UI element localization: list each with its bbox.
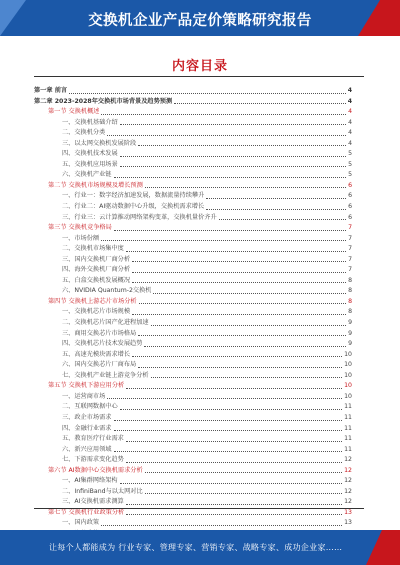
toc-entry-title: 二、互联网数据中心 [62,403,118,411]
toc-entry-title: 三、商用交换芯片市场格局 [62,329,137,337]
toc-entry-title: 一、AI集群网络架构 [62,477,118,485]
toc-entry[interactable] [34,476,352,487]
toc-entry-title: 二、交换机分类 [62,129,106,137]
toc-entry-title: 一、交换机基础介绍 [62,118,118,126]
toc-entry-page: 11 [344,403,352,411]
toc-entry-title: 一、交换机芯片市场规模 [62,308,131,316]
toc-dot-leader [174,103,346,104]
toc-entry[interactable] [34,487,352,498]
toc-entry[interactable] [34,276,352,287]
toc-entry-page: 7 [348,245,352,253]
toc-entry-title: 二、行业二：AI驱动数据中心升级，交换机需求增长 [62,203,205,211]
toc-entry[interactable] [34,160,352,171]
toc-dot-leader [126,388,342,389]
toc-entry[interactable] [34,202,352,213]
toc-heading: 内容目录 [171,59,228,74]
toc-entry-title: 一、行业一：数字经济加速发展，数据流量持续攀升 [62,192,205,200]
toc-entry-page: 5 [348,150,352,158]
toc-dot-leader [151,325,346,326]
toc-entry-page: 8 [348,287,352,295]
toc-entry-title: 一、运营商市场 [62,392,106,400]
toc-dot-leader [120,166,346,167]
toc-entry[interactable] [34,97,352,108]
toc-entry-page: 13 [344,508,352,516]
toc-entry-page: 8 [348,276,352,284]
toc-entry-page: 4 [347,87,352,94]
toc-dot-leader [145,187,346,188]
toc-entry-title: 六、交换机产业链 [62,171,112,179]
toc-dot-leader [145,472,342,473]
toc-entry-page: 10 [344,382,352,390]
toc-entry-title: 二、InfiniBand与以太网对比 [62,487,143,495]
toc-entry[interactable] [34,181,352,192]
toc-entry[interactable] [34,213,352,224]
toc-entry-page: 12 [344,456,352,464]
toc-entry-title: 一、国内政策 [62,519,100,527]
toc-entry-page: 7 [348,266,352,274]
toc-entry-title: 第四节 交换机上游芯片市场分析 [48,297,137,305]
toc-dot-leader [132,261,346,262]
toc-entry-title: 三、政企市场需求 [62,413,112,421]
toc-entry-page: 4 [348,129,352,137]
toc-entry[interactable] [34,518,352,529]
toc-entry[interactable] [34,170,352,181]
toc-dot-leader [101,240,346,241]
toc-entry-page: 12 [344,498,352,506]
toc-entry-title: 第一章 前言 [34,87,68,94]
toc-entry-title: 二、交换机芯片国产化进程加速 [62,319,149,327]
toc-entry-page: 12 [344,466,352,474]
toc-dot-leader [107,135,346,136]
toc-entry[interactable] [34,339,352,350]
toc-entry-page: 7 [348,234,352,242]
toc-entry-page: 9 [348,340,352,348]
toc-entry-title: 第七节 交换机行业政策分析 [48,508,125,516]
toc-entry-title: 一、市场份额 [62,234,100,242]
toc-entry-page: 6 [348,181,352,189]
toc-entry[interactable] [34,329,352,340]
toc-entry[interactable] [34,497,352,508]
toc-entry-title: 三、行业三：云计算推动网络架构变革，交换机量价齐升 [62,213,217,221]
toc-dot-leader [151,377,343,378]
toc-entry-title: 五、交换机应用场景 [62,160,118,168]
toc-entry[interactable] [34,149,352,160]
toc-entry-page: 10 [344,350,352,358]
toc-entry-page: 10 [344,371,352,379]
toc-dot-leader [145,493,342,494]
toc-entry[interactable] [34,234,352,245]
toc-entry[interactable] [34,86,352,97]
toc-entry[interactable] [34,350,352,361]
toc-entry[interactable] [34,402,352,413]
toc-entry[interactable] [34,445,352,456]
toc-entry[interactable] [34,255,352,266]
toc-dot-leader [132,314,346,315]
toc-dot-leader [138,367,342,368]
toc-dot-leader [114,420,343,421]
toc-entry[interactable] [34,265,352,276]
toc-entry-page: 5 [348,160,352,168]
toc-entry-page: 7 [348,255,352,263]
toc-dot-leader [101,114,346,115]
toc-entry-page: 8 [348,308,352,316]
toc-entry[interactable] [34,191,352,202]
toc-entry[interactable] [34,424,352,435]
toc-dot-leader [120,156,346,157]
toc-entry[interactable] [34,118,352,129]
toc-entry-title: 三、AI交换机需求测算 [62,498,124,506]
toc-entry-title: 七、交换机产业链上游竞争分析 [62,371,149,379]
table-of-contents [34,86,352,540]
toc-entry-title: 第二节 交换机市场规模及增长预测 [48,181,143,189]
toc-entry-title: 四、海外交换机厂商分析 [62,266,131,274]
toc-entry[interactable] [34,508,352,519]
toc-entry[interactable] [34,392,352,403]
toc-entry-page: 8 [348,297,352,305]
page-footer [0,530,400,565]
report-title: 交换机企业产品定价策略研究报告 [88,13,312,29]
toc-entry-title: 第二章 2023-2028年交换机市场背景及趋势预测 [34,97,173,105]
toc-entry-title: 第三节 交换机竞争格局 [48,224,112,232]
toc-dot-leader [139,303,346,304]
toc-entry[interactable] [34,307,352,318]
toc-dot-leader [101,525,342,526]
toc-entry-page: 11 [344,424,352,432]
toc-dot-leader [126,441,342,442]
toc-entry-title: 五、高速光模块需求增长 [62,350,131,358]
toc-entry-page: 13 [344,519,352,527]
toc-entry-page: 11 [344,413,352,421]
toc-entry[interactable] [34,223,352,234]
toc-entry[interactable] [34,107,352,118]
toc-entry[interactable] [34,413,352,424]
toc-dot-leader [153,293,346,294]
toc-bottom-rule [34,508,364,509]
page-header [0,0,400,36]
toc-entry-page: 12 [344,487,352,495]
toc-dot-leader [132,356,342,357]
toc-entry[interactable] [34,455,352,466]
toc-dot-leader [107,398,342,399]
toc-entry-title: 七、下游需求变化趋势 [62,456,124,464]
toc-top-rule [34,76,364,77]
toc-entry[interactable] [34,139,352,150]
toc-entry-page: 6 [348,192,352,200]
toc-entry[interactable] [34,286,352,297]
toc-entry[interactable] [34,297,352,308]
footer-slogan: 让每个人都能成为 行业专家、管理专家、营销专家、战略专家、成功企业家…… [49,543,343,552]
toc-dot-leader [120,124,346,125]
toc-entry-title: 三、国内交换机厂商分析 [62,255,131,263]
toc-dot-leader [114,230,346,231]
toc-entry-title: 六、国内交换芯片厂商布局 [62,361,137,369]
toc-entry-title: 三、以太网交换机发展阶段 [62,139,137,147]
toc-dot-leader [219,219,346,220]
toc-entry-title: 五、教育医疗行业需求 [62,435,124,443]
toc-dot-leader [114,177,347,178]
toc-entry-page: 4 [348,108,352,116]
toc-entry[interactable] [34,381,352,392]
toc-entry-page: 6 [348,213,352,221]
toc-entry-page: 5 [348,171,352,179]
toc-entry-title: 六、NVIDIA Quantum-2交换机 [62,287,152,295]
toc-entry-page: 11 [344,445,352,453]
toc-dot-leader [206,209,346,210]
toc-entry-title: 四、金融行业需求 [62,424,112,432]
toc-entry[interactable] [34,244,352,255]
toc-dot-leader [126,504,342,505]
toc-dot-leader [126,514,342,515]
toc-dot-leader [126,251,346,252]
toc-dot-leader [144,346,346,347]
toc-entry[interactable] [34,434,352,445]
toc-entry-page: 4 [347,97,352,105]
toc-entry[interactable] [34,128,352,139]
toc-entry-page: 11 [344,435,352,443]
toc-dot-leader [132,282,346,283]
toc-dot-leader [120,409,342,410]
toc-entry-title: 六、新兴应用领域 [62,445,112,453]
toc-entry-page: 9 [348,329,352,337]
toc-entry-page: 4 [348,139,352,147]
toc-entry-page: 9 [348,319,352,327]
toc-entry-page: 12 [344,477,352,485]
toc-entry[interactable] [34,360,352,371]
toc-entry-page: 7 [348,224,352,232]
toc-dot-leader [114,430,343,431]
toc-entry-title: 第六节 AI数据中心交换机需求分析 [48,466,143,474]
toc-entry[interactable] [34,318,352,329]
toc-entry-title: 第一节 交换机概述 [48,108,100,116]
toc-dot-leader [114,451,343,452]
toc-entry-title: 四、交换机芯片技术发展趋势 [62,340,143,348]
toc-dot-leader [126,462,342,463]
toc-entry-page: 6 [348,203,352,211]
toc-entry-page: 10 [344,392,352,400]
toc-dot-leader [138,145,346,146]
toc-entry[interactable] [34,466,352,477]
toc-dot-leader [132,272,346,273]
toc-entry-page: 4 [348,118,352,126]
toc-entry-title: 四、交换机技术发展 [62,150,118,158]
toc-dot-leader [69,93,346,94]
toc-entry-title: 二、交换机市场集中度 [62,245,124,253]
toc-entry-page: 10 [344,361,352,369]
toc-dot-leader [138,335,346,336]
toc-entry-title: 第五节 交换机下游应用分析 [48,382,125,390]
toc-dot-leader [120,483,343,484]
toc-entry-title: 五、白盒交换机发展概况 [62,276,131,284]
toc-entry[interactable] [34,371,352,382]
toc-dot-leader [206,198,346,199]
